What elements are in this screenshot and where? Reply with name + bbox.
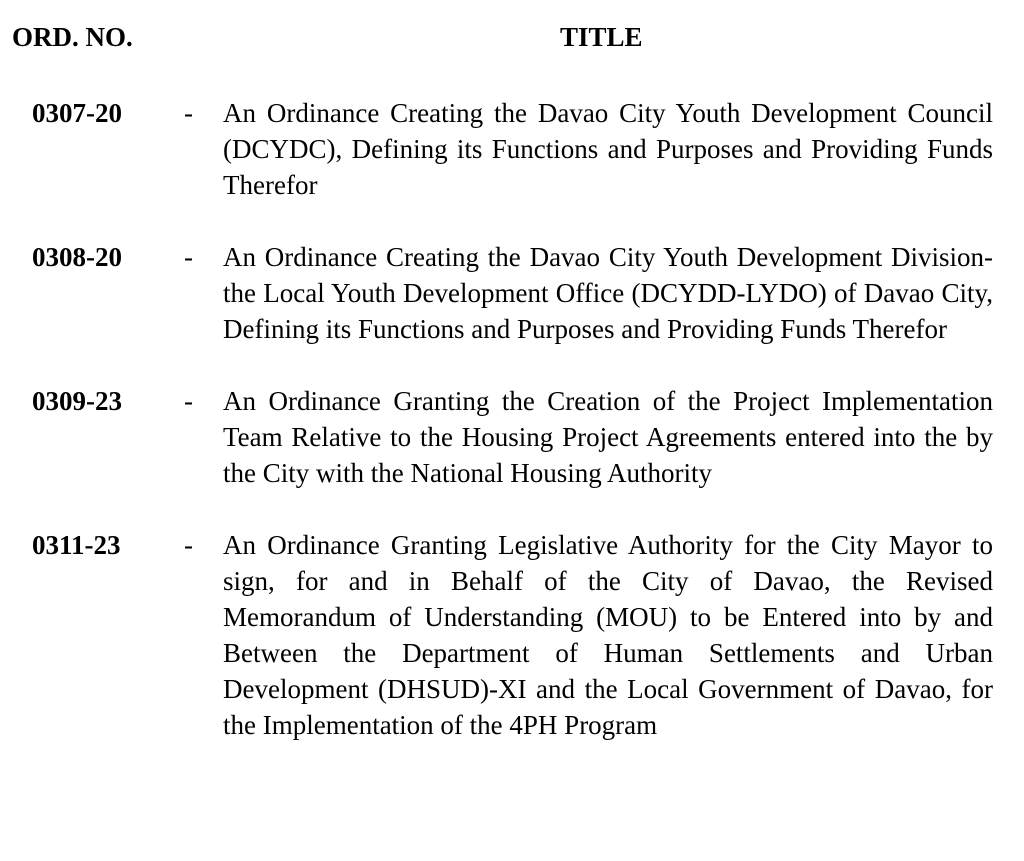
entry-dash: - — [184, 386, 193, 416]
ordinance-number: 0307-20 — [32, 98, 122, 128]
ordinance-entry — [0, 95, 1024, 203]
entry-dash: - — [184, 530, 193, 560]
ordinance-title: An Ordinance Creating the Davao City Youth Development Council (DCYDC), Defining its Functions and Purposes and Providing Funds Therefor — [223, 98, 993, 200]
ordinance-title: An Ordinance Granting the Creation of the Project Implementation Team Relative to the Housing Project Agreements entered into the by the City with the National Housing Authority — [223, 386, 993, 488]
table-header — [0, 22, 1024, 62]
ordinance-title: An Ordinance Creating the Davao City Youth Development Division-the Local Youth Development Office (DCYDD-LYDO) of Davao City, Defining its Functions and Purposes and Providing Funds Therefor — [223, 242, 993, 344]
ordinance-number: 0311-23 — [32, 530, 121, 560]
ordinance-list — [0, 95, 1024, 779]
ordinance-entry — [0, 527, 1024, 743]
entry-dash: - — [184, 98, 193, 128]
ordinance-title: An Ordinance Granting Legislative Authority for the City Mayor to sign, for and in Behalf of the City of Davao, the Revised Memorandum of Understanding (MOU) to be Entered into by and Between the Department of Human Settlements and Urban Development (DHSUD)-XI and the Local Government of Davao, for the Implementation of the 4PH Program — [223, 530, 993, 740]
entry-dash: - — [184, 242, 193, 272]
ordinance-number: 0309-23 — [32, 386, 122, 416]
ordinance-entry — [0, 239, 1024, 347]
ordinance-entry — [0, 383, 1024, 491]
title-column-header: TITLE — [560, 22, 643, 52]
ord-no-column-header: ORD. NO. — [12, 22, 133, 52]
ordinance-number: 0308-20 — [32, 242, 122, 272]
